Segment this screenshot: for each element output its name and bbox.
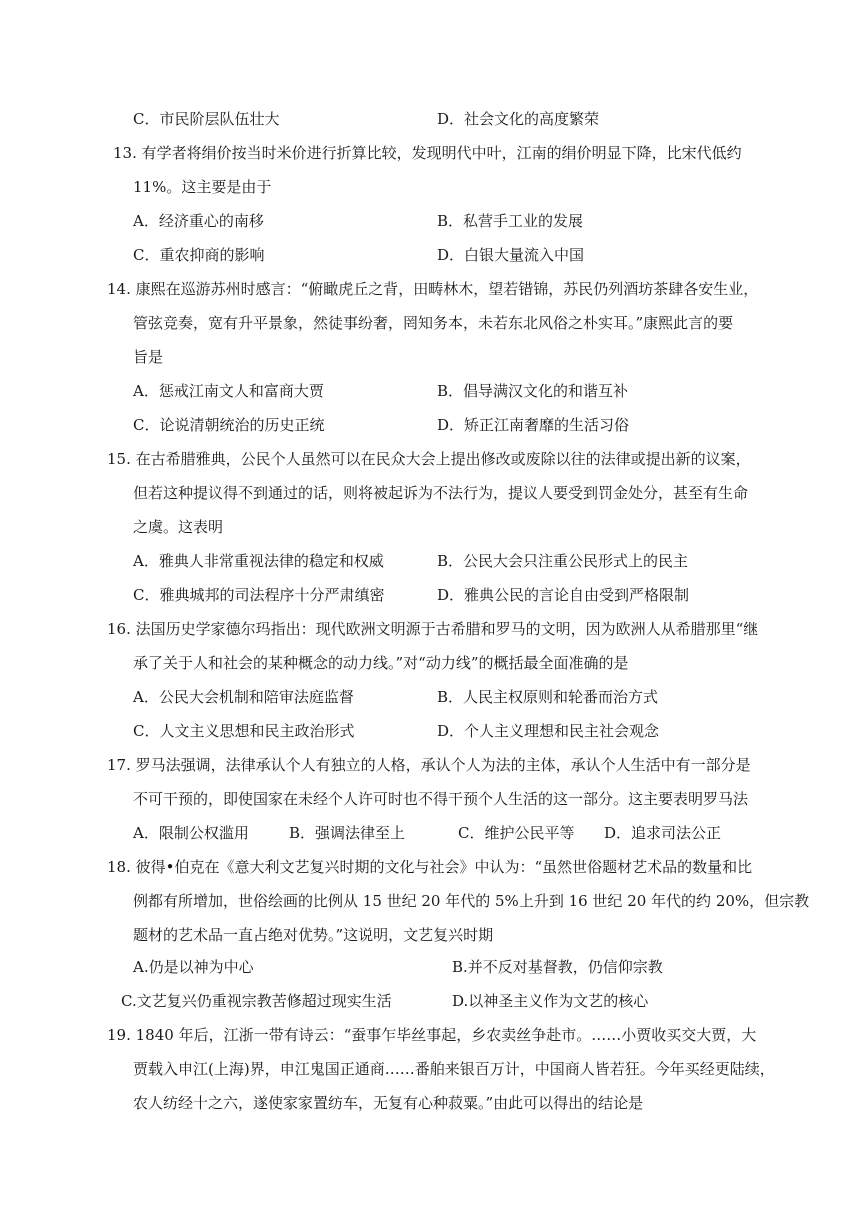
q19-stem-line-2: 贾载入申江(上海)界，申江鬼国正通商……番舶来银百万计，中国商人皆若狂。今年买经更陆续，	[133, 1060, 775, 1078]
q15-stem-line-2: 但若这种提议得不到通过的话，则将被起诉为不法行为，提议人要受到罚金处分，甚至有生命	[133, 484, 749, 502]
q18-option-d: D.以神圣主义作为文艺的核心	[452, 992, 649, 1010]
q18-option-a: A.仍是以神为中心	[133, 958, 254, 976]
q19-stem-line-1: 19. 1840 年后，江浙一带有诗云：“蚕事乍毕丝事起，乡农卖丝争赴市。……小贾收买交大贾，大	[107, 1026, 757, 1044]
q15-option-a: A．雅典人非常重视法律的稳定和权威	[133, 552, 384, 570]
q14-option-a: A．惩戒江南文人和富商大贾	[133, 382, 324, 400]
q16-stem-line-2: 承了关于人和社会的某种概念的动力线。”对“动力线”的概括最全面准确的是	[133, 654, 629, 672]
q16-stem-line-1: 16. 法国历史学家德尔玛指出：现代欧洲文明源于古希腊和罗马的文明，因为欧洲人从希腊那里“继	[107, 620, 759, 638]
q14-option-b: B．倡导满汉文化的和谐互补	[437, 382, 629, 400]
q18-stem-line-2: 例都有所增加，世俗绘画的比例从 15 世纪 20 年代的 5%上升到 16 世纪 20 年代的约 20%，但宗教	[133, 892, 810, 910]
q14-stem-line-2: 管弦竞奏，宽有升平景象，然徒事纷奢，罔知务本，未若东北风俗之朴实耳。”康熙此言的要	[133, 314, 734, 332]
q18-option-c: C.文艺复兴仍重视宗教苦修超过现实生活	[121, 992, 392, 1010]
q17-stem-line-1: 17. 罗马法强调，法律承认个人有独立的人格，承认个人为法的主体，承认个人生活中有一部分是	[107, 756, 751, 774]
q16-option-b: B．人民主权原则和轮番而治方式	[437, 688, 659, 706]
q13-option-b: B．私营手工业的发展	[437, 212, 584, 230]
q17-option-b: B．强调法律至上	[289, 824, 406, 842]
q14-option-d: D．矫正江南奢靡的生活习俗	[437, 416, 630, 434]
q12-option-c: C．市民阶层队伍壮大	[133, 110, 280, 128]
q14-stem-line-1: 14. 康熙在巡游苏州时感言：“俯瞰虎丘之背，田畴林木，望若错锦，苏民仍列酒坊茶肆各安生业，	[107, 280, 759, 298]
q13-stem-line-1: 13. 有学者将绢价按当时米价进行折算比较，发现明代中叶，江南的绢价明显下降，比宋代低约	[113, 144, 742, 162]
q15-stem-line-1: 15. 在古希腊雅典，公民个人虽然可以在民众大会上提出修改或废除以往的法律或提出新的议案，	[107, 450, 751, 468]
q13-option-d: D．白银大量流入中国	[437, 246, 585, 264]
q14-option-c: C．论说清朝统治的历史正统	[133, 416, 325, 434]
q18-stem-line-1: 18. 彼得•伯克在《意大利文艺复兴时期的文化与社会》中认为：“虽然世俗题材艺术品的数量和比	[107, 858, 753, 876]
q17-option-c: C．维护公民平等	[458, 824, 575, 842]
q16-option-c: C．人文主义思想和民主政治形式	[133, 722, 355, 740]
q13-option-c: C．重农抑商的影响	[133, 246, 265, 264]
q16-option-a: A．公民大会机制和陪审法庭监督	[133, 688, 354, 706]
q12-option-d: D．社会文化的高度繁荣	[437, 110, 600, 128]
q15-stem-line-3: 之虞。这表明	[133, 518, 224, 536]
q17-option-d: D．追求司法公正	[604, 824, 722, 842]
q17-stem-line-2: 不可干预的，即使国家在未经个人许可时也不得干预个人生活的这一部分。这主要表明罗马法	[133, 790, 749, 808]
q17-option-a: A．限制公权滥用	[133, 824, 249, 842]
q14-stem-line-3: 旨是	[133, 348, 164, 366]
q15-option-c: C．雅典城邦的司法程序十分严肃缜密	[133, 586, 385, 604]
q19-stem-line-3: 农人纺经十之六，遂使家家置纺车，无复有心种菽粟。”由此可以得出的结论是	[133, 1094, 644, 1112]
q13-stem-line-2: 11%。这主要是由于	[133, 178, 272, 196]
q18-option-b: B.并不反对基督教，仍信仰宗教	[452, 958, 663, 976]
q16-option-d: D．个人主义理想和民主社会观念	[437, 722, 660, 740]
q13-option-a: A．经济重心的南移	[133, 212, 264, 230]
q15-option-b: B．公民大会只注重公民形式上的民主	[437, 552, 689, 570]
q18-stem-line-3: 题材的艺术品一直占绝对优势。”这说明，文艺复兴时期	[133, 926, 494, 944]
q15-option-d: D．雅典公民的言论自由受到严格限制	[437, 586, 690, 604]
